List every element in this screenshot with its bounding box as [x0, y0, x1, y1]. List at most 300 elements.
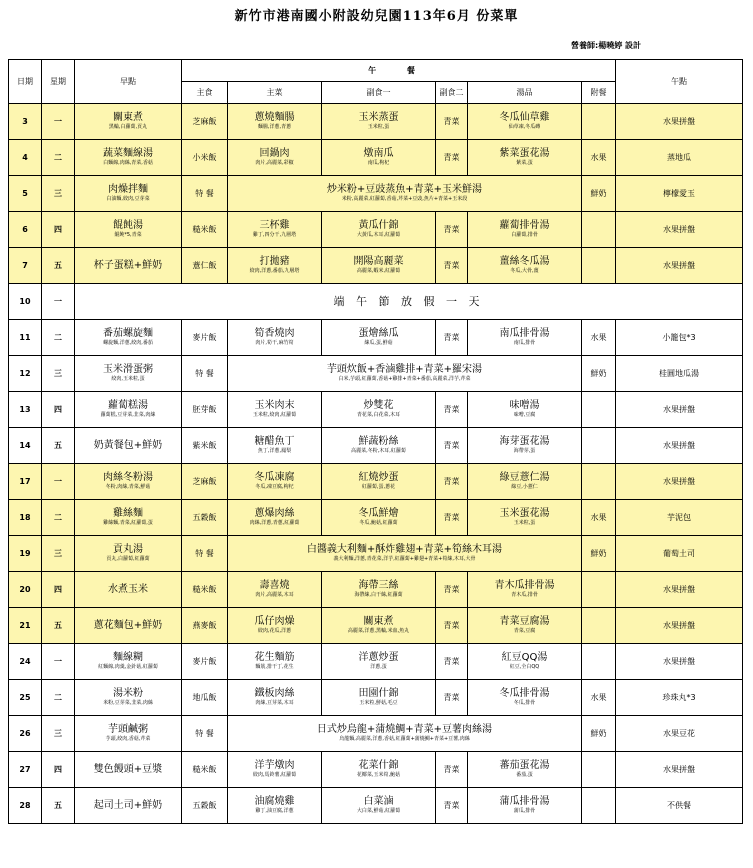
side2-cell: 青菜	[436, 752, 468, 788]
staple-cell: 薏仁飯	[182, 248, 228, 284]
main-dish-cell	[228, 392, 322, 428]
side2-cell: 青菜	[436, 500, 468, 536]
snack-cell: 水果拼盤	[616, 248, 743, 284]
holiday-row	[9, 284, 743, 320]
menu-row	[9, 572, 743, 608]
staple-cell: 特 餐	[182, 176, 228, 212]
snack-cell: 水果拼盤	[616, 428, 743, 464]
main-dish-cell-ingredients: 絞肉,馬鈴薯,紅蘿蔔	[252, 772, 297, 778]
breakfast-cell-text: 杯子蛋糕+鮮奶	[93, 259, 163, 271]
main-dish-cell-ingredients: 玉米粒,絞肉,紅蘿蔔	[252, 412, 297, 418]
breakfast-cell-text: 芋頭鹹粥	[108, 724, 148, 735]
extra-cell	[582, 572, 616, 608]
main-dish-cell	[228, 644, 322, 680]
soup-cell-ingredients: 南瓜,排骨	[513, 340, 536, 346]
side2-cell: 青菜	[436, 644, 468, 680]
menu-row	[9, 500, 743, 536]
main-dish-cell	[228, 320, 322, 356]
extra-cell: 鮮奶	[582, 176, 616, 212]
extra-cell	[582, 428, 616, 464]
menu-row	[9, 608, 743, 644]
side2-cell: 青菜	[436, 464, 468, 500]
soup-cell	[468, 248, 582, 284]
breakfast-cell-text: 湯米粉	[113, 688, 143, 699]
side1-cell-ingredients: 高麗菜,洋蔥,黑輪,米血,魚丸	[347, 628, 410, 634]
special-meal-cell	[228, 176, 582, 212]
breakfast-cell	[75, 320, 182, 356]
side1-cell-ingredients: 洋蔥,蛋	[370, 664, 387, 670]
date-cell: 20	[9, 572, 42, 608]
side1-cell	[322, 464, 436, 500]
staple-cell: 糙米飯	[182, 572, 228, 608]
header-side1: 副食一	[322, 82, 436, 104]
breakfast-cell	[75, 428, 182, 464]
breakfast-cell	[75, 680, 182, 716]
breakfast-cell-ingredients: 白麵線,肉絲,青菜,香菇	[103, 160, 153, 166]
soup-cell	[468, 572, 582, 608]
date-cell: 14	[9, 428, 42, 464]
breakfast-cell-text: 貢丸湯	[113, 544, 143, 555]
date-cell: 10	[9, 284, 42, 320]
soup-cell	[468, 392, 582, 428]
header-side2: 副食二	[436, 82, 468, 104]
side2-cell: 青菜	[436, 104, 468, 140]
header-breakfast: 早點	[75, 60, 182, 104]
date-cell: 27	[9, 752, 42, 788]
breakfast-cell	[75, 644, 182, 680]
soup-cell-text: 青菜豆腐湯	[499, 616, 550, 627]
extra-cell: 水果	[582, 500, 616, 536]
main-dish-cell-text: 三杯雞	[259, 220, 290, 231]
side2-cell: 青菜	[436, 248, 468, 284]
side1-cell-ingredients: 大黃瓜,木耳,紅蘿蔔	[356, 232, 401, 238]
side1-cell-ingredients: 青花菜,白花菜,木耳	[356, 412, 401, 418]
special-meal-cell-text: 芋頭炊飯+香滷雞排+青菜+羅宋湯	[326, 364, 483, 375]
side1-cell-ingredients: 冬瓜,鮑菇,紅蘿蔔	[359, 520, 398, 526]
date-cell: 13	[9, 392, 42, 428]
soup-cell-ingredients: 仙草凍,冬瓜磚	[508, 124, 541, 130]
breakfast-cell-text: 肉燥拌麵	[108, 184, 148, 195]
main-dish-cell	[228, 248, 322, 284]
special-meal-cell-ingredients: 米粉,高麗菜,紅蘿蔔,香菇,芹菜+豆豉,魚片+青菜+玉米段	[341, 196, 468, 202]
menu-row	[9, 356, 743, 392]
main-dish-cell-text: 花生麵筋	[254, 652, 295, 663]
side2-cell: 青菜	[436, 320, 468, 356]
main-dish-cell	[228, 608, 322, 644]
side1-cell	[322, 320, 436, 356]
main-dish-cell-text: 油腐燒雞	[254, 796, 295, 807]
weekday-cell: 四	[42, 752, 75, 788]
breakfast-cell-ingredients: 蘿蔔糕,豆芽菜,韭菜,肉絲	[100, 412, 156, 418]
date-cell: 18	[9, 500, 42, 536]
side1-cell	[322, 644, 436, 680]
snack-cell: 水果拼盤	[616, 572, 743, 608]
side1-cell-text: 冬瓜鮮燴	[358, 508, 399, 519]
header-main: 主菜	[228, 82, 322, 104]
breakfast-cell-text: 蔬菜麵線湯	[103, 148, 153, 159]
snack-cell: 水果拼盤	[616, 608, 743, 644]
weekday-cell: 一	[42, 104, 75, 140]
soup-cell	[468, 752, 582, 788]
date-cell: 4	[9, 140, 42, 176]
menu-row	[9, 140, 743, 176]
side1-cell-text: 海帶三絲	[358, 580, 399, 591]
main-dish-cell	[228, 500, 322, 536]
breakfast-cell-text: 奶黃餐包+鮮奶	[93, 439, 163, 451]
breakfast-cell-text: 麵線糊	[113, 652, 143, 663]
main-dish-cell-text: 鐵板肉絲	[254, 688, 295, 699]
side1-cell-ingredients: 玉米粒,鮮菇,毛豆	[359, 700, 398, 706]
staple-cell: 五穀飯	[182, 788, 228, 824]
side1-cell	[322, 428, 436, 464]
main-dish-cell-ingredients: 冬瓜,凍豆腐,枸杞	[255, 484, 294, 490]
soup-cell-text: 蒲瓜排骨湯	[499, 796, 550, 807]
staple-cell: 特 餐	[182, 716, 228, 752]
staple-cell: 胚芽飯	[182, 392, 228, 428]
menu-row	[9, 464, 743, 500]
side1-cell-ingredients: 紅蘿蔔,蛋,蔥花	[361, 484, 396, 490]
breakfast-cell-ingredients: 米粉,豆芽菜,韭菜,肉絲	[103, 700, 153, 706]
breakfast-cell-ingredients: 紅麵線,肉羹,金針菇,紅蘿蔔	[98, 664, 158, 670]
soup-cell-text: 紅豆QQ湯	[501, 652, 548, 663]
breakfast-cell	[75, 104, 182, 140]
breakfast-cell-ingredients: 白油麵,絞肉,豆芽菜	[106, 196, 150, 202]
soup-cell-ingredients: 冬瓜,排骨	[513, 700, 536, 706]
extra-cell: 水果	[582, 140, 616, 176]
side1-cell-ingredients: 絲瓜,蛋,鮮菇	[364, 340, 393, 346]
breakfast-cell	[75, 176, 182, 212]
main-dish-cell-text: 打拋豬	[259, 256, 290, 267]
breakfast-cell	[75, 464, 182, 500]
date-cell: 3	[9, 104, 42, 140]
weekday-cell: 二	[42, 680, 75, 716]
date-cell: 11	[9, 320, 42, 356]
snack-cell: 水果豆花	[616, 716, 743, 752]
special-meal-cell	[228, 716, 582, 752]
snack-cell: 桂圓地瓜湯	[616, 356, 743, 392]
side1-cell-text: 鮮蔬粉絲	[358, 436, 399, 447]
date-cell: 12	[9, 356, 42, 392]
date-cell: 19	[9, 536, 42, 572]
snack-cell: 水果拼盤	[616, 212, 743, 248]
side1-cell-text: 白菜滷	[363, 796, 394, 807]
main-dish-cell	[228, 752, 322, 788]
snack-cell: 水果拼盤	[616, 752, 743, 788]
soup-cell	[468, 500, 582, 536]
weekday-cell: 二	[42, 500, 75, 536]
main-dish-cell-ingredients: 絞肉,花瓜,洋蔥	[257, 628, 292, 634]
main-dish-cell-text: 壽喜燒	[259, 580, 290, 591]
main-dish-cell	[228, 572, 322, 608]
side1-cell-ingredients: 高麗菜,蝦米,紅蘿蔔	[356, 268, 401, 274]
menu-row	[9, 176, 743, 212]
main-dish-cell-ingredients: 雞丁,油豆腐,洋蔥	[255, 808, 294, 814]
soup-cell-ingredients: 青菜,豆腐	[513, 628, 536, 634]
special-meal-cell-ingredients: 烏龍麵,高麗菜,洋蔥,香菇,紅蘿蔔+蒲燒鯛+青菜+豆薯,肉絲	[339, 736, 470, 742]
main-dish-cell-ingredients: 麵筋,排干丁,花生	[255, 664, 294, 670]
side1-cell-text: 炒雙花	[363, 400, 394, 411]
breakfast-cell	[75, 788, 182, 824]
staple-cell: 特 餐	[182, 536, 228, 572]
extra-cell	[582, 788, 616, 824]
side1-cell-text: 關東煮	[363, 616, 394, 627]
extra-cell: 鮮奶	[582, 356, 616, 392]
date-cell: 25	[9, 680, 42, 716]
side1-cell	[322, 392, 436, 428]
staple-cell: 特 餐	[182, 356, 228, 392]
side1-cell-text: 蛋燴絲瓜	[358, 328, 399, 339]
extra-cell: 鮮奶	[582, 536, 616, 572]
header-soup: 湯品	[468, 82, 582, 104]
breakfast-cell-ingredients: 餛飩*5,青菜	[114, 232, 142, 238]
main-dish-cell-ingredients: 肉片,筍干,麻竹筍	[255, 340, 294, 346]
staple-cell: 糙米飯	[182, 752, 228, 788]
special-meal-cell-text: 白醬義大利麵+酥炸雞翅+青菜+筍絲木耳湯	[306, 544, 503, 555]
main-dish-cell-ingredients: 肉絲,洋蔥,青蔥,紅蘿蔔	[249, 520, 300, 526]
soup-cell-text: 味噌湯	[509, 400, 540, 411]
menu-row	[9, 752, 743, 788]
main-dish-cell-ingredients: 雞丁,四分干,九層塔	[252, 232, 297, 238]
side1-cell-text: 洋蔥炒蛋	[358, 652, 399, 663]
extra-cell	[582, 464, 616, 500]
extra-cell: 鮮奶	[582, 716, 616, 752]
menu-row	[9, 788, 743, 824]
side1-cell-text: 花菜什錦	[358, 760, 399, 771]
snack-cell: 水果拼盤	[616, 104, 743, 140]
main-dish-cell-ingredients: 肉片,高麗菜,彩椒	[255, 160, 294, 166]
snack-cell: 水果拼盤	[616, 644, 743, 680]
weekday-cell: 三	[42, 716, 75, 752]
breakfast-cell-text: 起司土司+鮮奶	[93, 799, 163, 811]
main-dish-cell	[228, 140, 322, 176]
soup-cell-ingredients: 海帶芽,蛋	[513, 448, 536, 454]
soup-cell	[468, 320, 582, 356]
special-meal-cell-text: 日式炒烏龍+蒲燒鯛+青菜+豆薯肉絲湯	[316, 724, 493, 735]
breakfast-cell-ingredients: 貢丸,白蘿蔔,紅蘿蔔	[106, 556, 150, 562]
extra-cell	[582, 608, 616, 644]
breakfast-cell-ingredients: 螺旋麵,洋蔥,絞肉,番茄	[103, 340, 153, 346]
side2-cell: 青菜	[436, 392, 468, 428]
weekday-cell: 一	[42, 464, 75, 500]
menu-row	[9, 104, 743, 140]
weekday-cell: 一	[42, 284, 75, 320]
staple-cell: 地瓜飯	[182, 680, 228, 716]
menu-row	[9, 212, 743, 248]
snack-cell: 小籠包*3	[616, 320, 743, 356]
side1-cell	[322, 248, 436, 284]
side1-cell	[322, 212, 436, 248]
snack-cell: 不供餐	[616, 788, 743, 824]
soup-cell	[468, 680, 582, 716]
main-dish-cell-text: 筍香燒肉	[254, 328, 295, 339]
menu-row	[9, 428, 743, 464]
weekday-cell: 五	[42, 428, 75, 464]
breakfast-cell-text: 蔥花麵包+鮮奶	[93, 619, 163, 631]
menu-row	[9, 248, 743, 284]
date-cell: 21	[9, 608, 42, 644]
soup-cell	[468, 788, 582, 824]
side1-cell	[322, 140, 436, 176]
main-dish-cell	[228, 104, 322, 140]
soup-cell-ingredients: 番茄,蛋	[516, 772, 533, 778]
menu-row	[9, 320, 743, 356]
soup-cell	[468, 464, 582, 500]
breakfast-cell-text: 雙色饅頭+豆漿	[93, 763, 163, 775]
menu-row	[9, 644, 743, 680]
soup-cell	[468, 104, 582, 140]
staple-cell: 燕麥飯	[182, 608, 228, 644]
header-staple: 主食	[182, 82, 228, 104]
main-dish-cell-ingredients: 絞肉,洋蔥,番茄,九層塔	[249, 268, 300, 274]
weekday-cell: 五	[42, 248, 75, 284]
snack-cell: 葡萄土司	[616, 536, 743, 572]
side1-cell-ingredients: 高麗菜,冬粉,木耳,紅蘿蔔	[351, 448, 406, 454]
staple-cell: 小米飯	[182, 140, 228, 176]
soup-cell-text: 冬瓜排骨湯	[499, 688, 550, 699]
main-dish-cell-text: 冬瓜凍腐	[254, 472, 295, 483]
extra-cell: 水果	[582, 680, 616, 716]
soup-cell-text: 冬瓜仙草雞	[499, 112, 550, 123]
header-date: 日期	[9, 60, 42, 104]
date-cell: 26	[9, 716, 42, 752]
soup-cell-ingredients: 紅豆,全白QQ	[509, 664, 540, 670]
soup-cell-text: 海芽蛋花湯	[499, 436, 550, 447]
main-dish-cell-text: 回鍋肉	[259, 148, 290, 159]
side2-cell: 青菜	[436, 788, 468, 824]
main-dish-cell	[228, 428, 322, 464]
weekday-cell: 二	[42, 140, 75, 176]
date-cell: 6	[9, 212, 42, 248]
extra-cell	[582, 392, 616, 428]
soup-cell-ingredients: 冬瓜,大骨,薑	[510, 268, 539, 274]
side2-cell: 青菜	[436, 140, 468, 176]
side1-cell	[322, 680, 436, 716]
weekday-cell: 三	[42, 536, 75, 572]
soup-cell-text: 蘿蔔排骨湯	[499, 220, 550, 231]
staple-cell: 糙米飯	[182, 212, 228, 248]
menu-row	[9, 680, 743, 716]
special-meal-cell-ingredients: 白米,芋頭,紅蘿蔔,香菇+雞排+青菜+番茄,高麗菜,洋芋,芹菜	[338, 376, 471, 382]
breakfast-cell-ingredients: 黑輪,白蘿蔔,貢丸	[108, 124, 148, 130]
header-extra: 附餐	[582, 82, 616, 104]
soup-cell-ingredients: 味噌,豆腐	[513, 412, 536, 418]
breakfast-cell	[75, 752, 182, 788]
side1-cell-text: 紅燒炒蛋	[358, 472, 399, 483]
date-cell: 7	[9, 248, 42, 284]
side1-cell-text: 田園什錦	[358, 688, 399, 699]
breakfast-cell-text: 肉絲冬粉湯	[103, 472, 153, 483]
breakfast-cell	[75, 572, 182, 608]
main-dish-cell-ingredients: 肉片,高麗菜,木耳	[255, 592, 294, 598]
holiday-text: 端 午 節 放 假 一 天	[75, 284, 743, 320]
side1-cell-ingredients: 玉米粒,蛋	[367, 124, 390, 130]
date-cell: 24	[9, 644, 42, 680]
breakfast-cell-text: 餛飩湯	[113, 220, 143, 231]
side1-cell	[322, 572, 436, 608]
soup-cell-text: 青木瓜排骨湯	[494, 580, 555, 591]
main-dish-cell-ingredients: 麵腸,洋蔥,青蔥	[257, 124, 292, 130]
snack-cell: 水果拼盤	[616, 464, 743, 500]
soup-cell-text: 玉米蛋花湯	[499, 508, 550, 519]
weekday-cell: 四	[42, 392, 75, 428]
special-meal-cell	[228, 536, 582, 572]
header-lunch: 午 餐	[182, 60, 616, 82]
snack-cell: 珍珠丸*3	[616, 680, 743, 716]
breakfast-cell-text: 番茄螺旋麵	[103, 328, 153, 339]
soup-cell-ingredients: 白蘿蔔,排骨	[511, 232, 538, 238]
side1-cell-text: 玉米蒸蛋	[358, 112, 399, 123]
side2-cell: 青菜	[436, 680, 468, 716]
extra-cell	[582, 248, 616, 284]
extra-cell	[582, 104, 616, 140]
breakfast-cell	[75, 140, 182, 176]
designer-credit: 營養師:楊曉婷 設計	[571, 41, 641, 50]
breakfast-cell	[75, 536, 182, 572]
menu-row	[9, 716, 743, 752]
breakfast-cell	[75, 212, 182, 248]
snack-cell: 芋泥包	[616, 500, 743, 536]
header-snack: 午點	[616, 60, 743, 104]
date-cell: 17	[9, 464, 42, 500]
breakfast-cell	[75, 356, 182, 392]
soup-cell-ingredients: 蒲瓜,排骨	[513, 808, 536, 814]
extra-cell: 水果	[582, 320, 616, 356]
main-dish-cell-text: 糖醋魚丁	[254, 436, 295, 447]
weekday-cell: 四	[42, 572, 75, 608]
soup-cell-text: 薑絲冬瓜湯	[499, 256, 550, 267]
extra-cell	[582, 212, 616, 248]
side2-cell: 青菜	[436, 212, 468, 248]
breakfast-cell	[75, 248, 182, 284]
side2-cell: 青菜	[436, 572, 468, 608]
breakfast-cell	[75, 608, 182, 644]
side1-cell	[322, 788, 436, 824]
extra-cell	[582, 644, 616, 680]
breakfast-cell-ingredients: 絞肉,玉米粒,蛋	[111, 376, 145, 382]
main-dish-cell-text: 瓜仔肉燥	[254, 616, 295, 627]
breakfast-cell	[75, 716, 182, 752]
soup-cell-ingredients: 紫菜,蛋	[516, 160, 533, 166]
date-cell: 5	[9, 176, 42, 212]
weekday-cell: 五	[42, 788, 75, 824]
header-weekday: 星期	[42, 60, 75, 104]
soup-cell	[468, 428, 582, 464]
breakfast-cell-text: 關東煮	[113, 112, 143, 123]
soup-cell-text: 綠豆薏仁湯	[499, 472, 550, 483]
weekday-cell: 四	[42, 212, 75, 248]
main-dish-cell-text: 蔥燒麵腸	[254, 112, 295, 123]
staple-cell: 芝麻飯	[182, 104, 228, 140]
side1-cell-text: 黃瓜什錦	[358, 220, 399, 231]
breakfast-cell-text: 蘿蔔糕湯	[108, 400, 148, 411]
soup-cell	[468, 212, 582, 248]
soup-cell-text: 紫菜蛋花湯	[499, 148, 550, 159]
soup-cell-ingredients: 玉米粒,蛋	[513, 520, 536, 526]
side1-cell	[322, 752, 436, 788]
side2-cell: 青菜	[436, 428, 468, 464]
soup-cell-text: 南瓜排骨湯	[499, 328, 550, 339]
snack-cell: 蒸地瓜	[616, 140, 743, 176]
soup-cell	[468, 608, 582, 644]
special-meal-cell-ingredients: 義大利麵,洋蔥,青花菜,洋芋,紅蘿蔔+雞翅+青菜+筍絲,木耳,大骨	[333, 556, 476, 562]
special-meal-cell	[228, 356, 582, 392]
side1-cell	[322, 104, 436, 140]
main-dish-cell	[228, 212, 322, 248]
menu-row	[9, 392, 743, 428]
main-dish-cell	[228, 788, 322, 824]
staple-cell: 麥片飯	[182, 644, 228, 680]
weekday-cell: 五	[42, 608, 75, 644]
